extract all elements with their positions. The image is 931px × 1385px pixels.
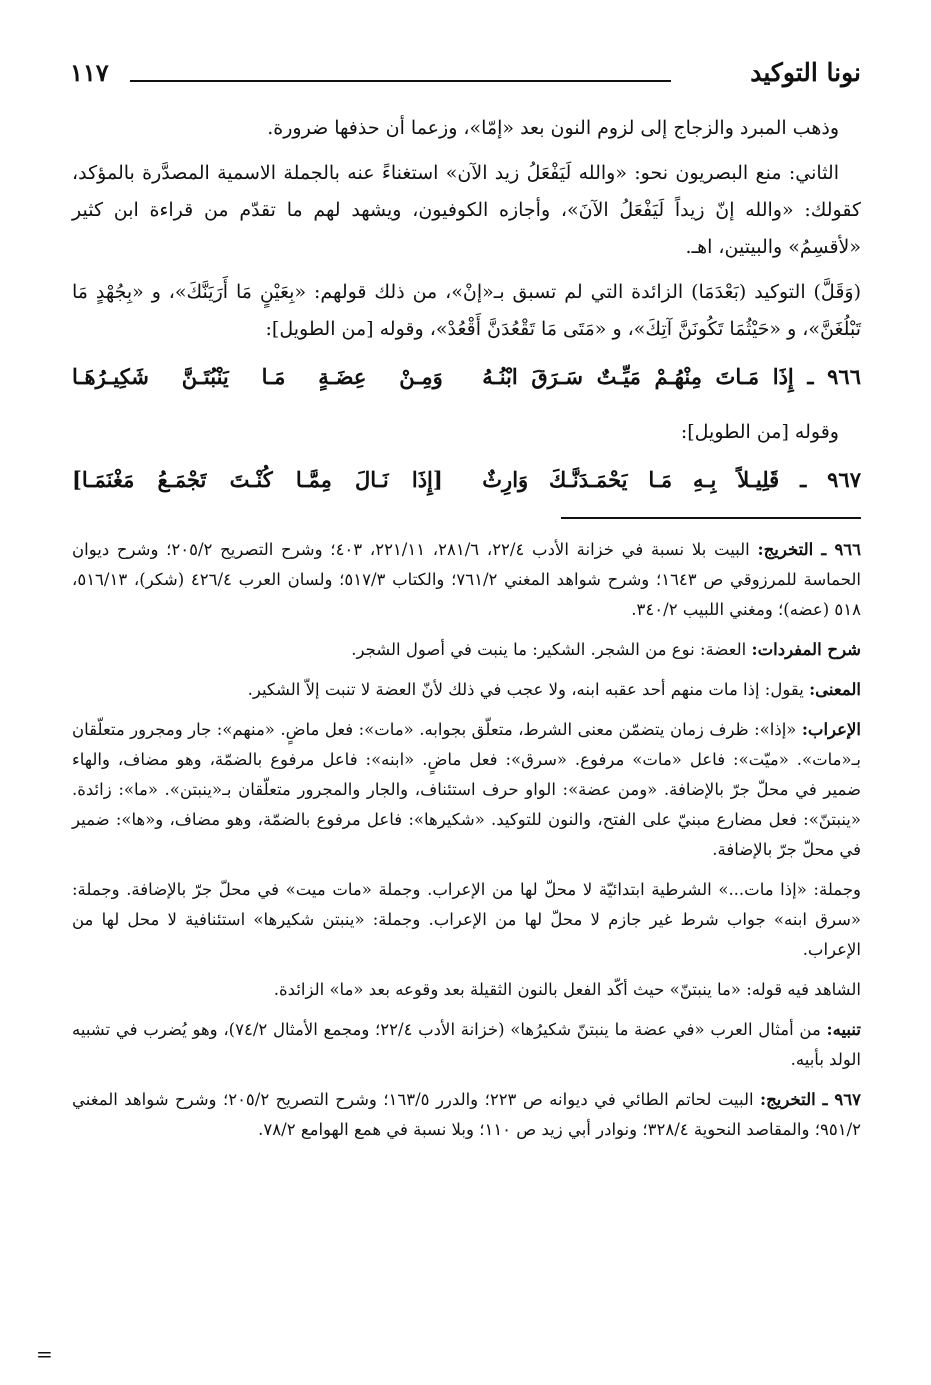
footnote-meaning bbox=[72, 675, 861, 705]
footnote-label: الإعراب: bbox=[801, 720, 861, 739]
verse-967-first-hemistich: ٩٦٧ ـ قَلِيـلاً بِـهِ مَـا يَحْمَـدَنَّـكَ وَارِثٌ bbox=[482, 467, 861, 492]
footnote-text: البيت لحاتم الطائي في ديوانه ص ٢٢٣؛ والدرر ١٦٣/٥؛ وشرح التصريح ٢٠٥/٢؛ وشرح شواهد المغني ٩٥١/٢؛ والمقاصد النحوية ٣٢٨/٤؛ ونوادر أبي زيد ص ١١٠؛ وبلا نسبة في همع الهوامع ٧٨/٢. bbox=[72, 1090, 861, 1139]
footnote-text: «إذا»: ظرف زمان يتضمّن معنى الشرط، متعلّق بجوابه. «مات»: فعل ماضٍ. «منهم»: جار ومجرور متعلّقان بـ«مات». «ميّت»: فاعل «مات» مرفوع. «سرق»: فعل ماضٍ. «ابنه»: فاعل مرفوع بالضمّة، وهو مضاف، والهاء ضمير في محلّ جرّ بالإضافة. «ومن عضة»: الواو حرف استئناف، والجار والمجرور متعلّقان بـ«ينبتن». «ما»: زائدة. «ينبتنّ»: فعل مضارع مبنيّ على الفتح، والنون للتوكيد. «شكيرها»: فاعل مرفوع بالضمّة، وهو مضاف، و«ها»: ضمير في محلّ جرّ بالإضافة. bbox=[72, 720, 861, 859]
footnote-text: من أمثال العرب «في عضة ما ينبتنّ شكيرُها» (خزانة الأدب ٢٢/٤؛ ومجمع الأمثال ٧٤/٢)، وهو يُضرب في تشبيه الولد بأبيه. bbox=[72, 1020, 861, 1069]
footnote-label: المعنى: bbox=[809, 680, 861, 699]
paragraph-4: وقوله [من الطويل]: bbox=[680, 421, 839, 443]
footnote-vocabulary bbox=[72, 635, 861, 665]
footnote-text: العضة: نوع من الشجر. الشكير: ما ينبت في أصول الشجر. bbox=[351, 640, 747, 659]
footnote-967-takhrij bbox=[72, 1085, 861, 1145]
verse-966 bbox=[72, 358, 861, 404]
chapter-title: نونا التوكيد bbox=[750, 58, 861, 87]
footnote-label: شرح المفردات: bbox=[751, 640, 861, 659]
page-header bbox=[70, 54, 861, 90]
margin-mark: = bbox=[36, 1342, 53, 1366]
footnote-separator bbox=[561, 517, 861, 519]
verse-966-second-hemistich: وَمِـنْ عِضَـةٍ مَـا يَنْبُتَـنَّ شَكِيـرُهَـا bbox=[72, 364, 443, 389]
footnote-text: البيت بلا نسبة في خزانة الأدب ٢٢/٤، ٢٨١/٦، ٢٢١/١١، ٤٠٣؛ وشرح التصريح ٢٠٥/٢؛ وشرح ديوان الحماسة للمرزوقي ص ١٦٤٣؛ وشرح شواهد المغني ٧٦١/٢؛ والكتاب ٥١٧/٣؛ ولسان العرب ٤٢٦/٤ (شكر)، ٥١٦/١٣، ٥١٨ (عضه)؛ ومغني اللبيب ٣٤٠/٢. bbox=[72, 540, 861, 619]
paragraph-1: وذهب المبرد والزجاج إلى لزوم النون بعد «إمّا»، وزعما أن حذفها ضرورة. bbox=[267, 117, 839, 139]
paragraph-2: الثاني: منع البصريون نحو: «والله لَيَفْعَلُ زيد الآن» استغناءً عنه بالجملة الاسمية المصدَّرة بالمؤكد، كقولك: «والله إنّ زيداً لَيَفْعَلُ الآنَ»، وأجازه الكوفيون، ويشهد لهم ما تقدّم من قراءة ابن كثير «لأقسِمُ» والبيتين، اهـ. bbox=[72, 162, 861, 258]
footnote-label: ٩٦٦ ـ التخريج: bbox=[757, 540, 862, 559]
page-number: ١١٧ bbox=[70, 58, 109, 87]
footnote-label: تنبيه: bbox=[826, 1020, 861, 1039]
footnote-sentences: وجملة: «إذا مات...» الشرطية ابتدائيّة لا محلّ لها من الإعراب. وجملة «مات ميت» في محلّ جرّ بالإضافة. وجملة: «سرق ابنه» جواب شرط غير جازم لا محلّ لها من الإعراب. وجملة: «ينبتن شكيرها» استئنافية لا محل لها من الإعراب. bbox=[72, 880, 861, 959]
footnote-label: ٩٦٧ ـ التخريج: bbox=[760, 1090, 861, 1109]
main-text bbox=[72, 110, 861, 1155]
verse-966-first-hemistich: ٩٦٦ ـ إِذَا مَـاتَ مِنْهُـمْ مَيِّـتٌ سَـرَقَ ابْنُـهُ bbox=[482, 364, 861, 389]
footnote-parsing bbox=[72, 715, 861, 865]
footnote-966-takhrij bbox=[72, 535, 861, 625]
verse-967 bbox=[72, 461, 861, 507]
paragraph-3: (وَقَلَّ) التوكيد (بَعْدَمَا) الزائدة التي لم تسبق بـ«إنْ»، من ذلك قولهم: «بِعَيْنٍ مَا أَرَيَنَّكَ»، و «بِجُهْدٍ مَا تَبْلُغَنَّ»، و «حَيْثُمَا تَكُونَنَّ آتِكَ»، و «مَتَى مَا تَقْعُدَنَّ أَقْعُدْ»، وقوله [من الطويل]: bbox=[72, 281, 861, 340]
verse-967-second-hemistich: [إِذَا نَـالَ مِمَّـا كُنْـتَ تَجْمَـعُ مَغْنَمَـا] bbox=[72, 467, 443, 492]
footnote-text: يقول: إذا مات منهم أحد عقبه ابنه، ولا عجب في ذلك لأنّ العضة لا تنبت إلاّ الشكير. bbox=[247, 680, 804, 699]
header-rule bbox=[130, 80, 671, 82]
footnote-note bbox=[72, 1015, 861, 1075]
footnote-evidence: الشاهد فيه قوله: «ما ينبتنّ» حيث أكّد الفعل بالنون الثقيلة بعد وقوعه بعد «ما» الزائدة. bbox=[273, 980, 861, 999]
